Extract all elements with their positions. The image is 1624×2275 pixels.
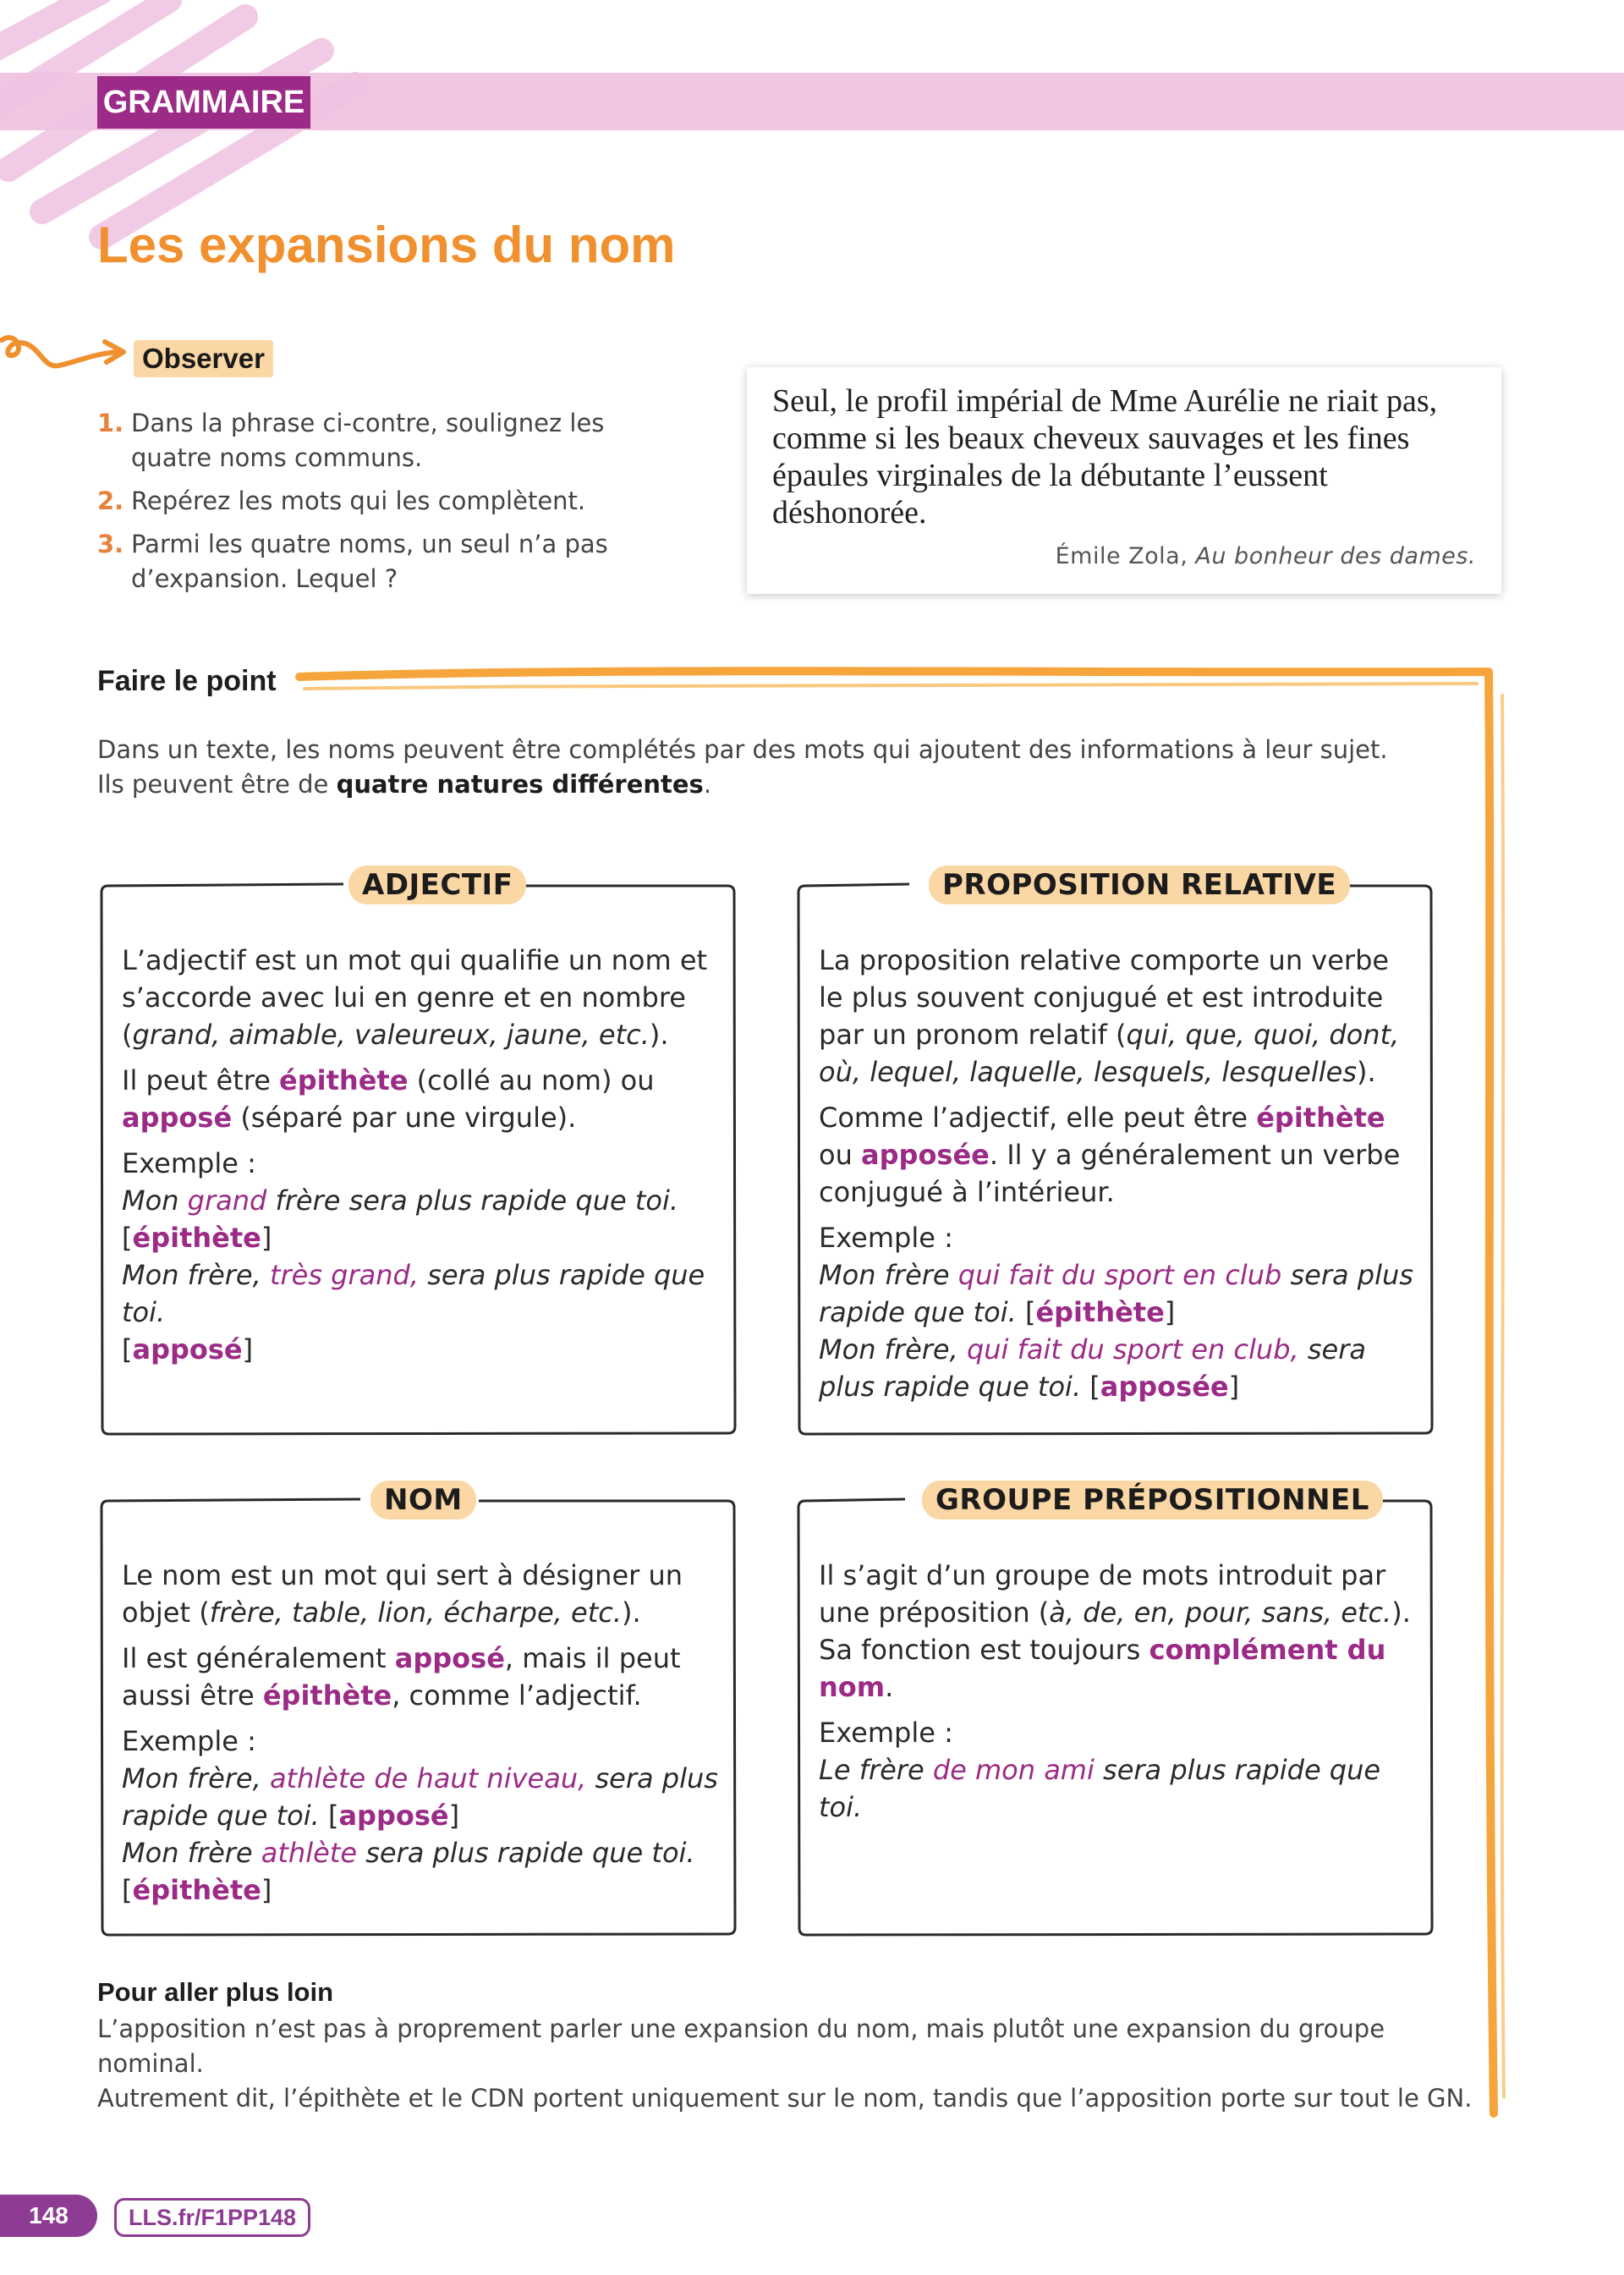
text-fragment: athlète [261,1837,358,1869]
list-item [97,484,689,519]
text-fragment: [apposé] [122,1333,254,1366]
text-fragment: Ils peuvent être de [97,770,337,799]
box-proposition-relative [795,867,1436,1438]
text-fragment: apposé [394,1642,505,1674]
text-fragment: . Il y a généralement un verbe conjugué à l’intérieur. [819,1139,1401,1208]
paragraph [819,1099,1416,1211]
footer-link[interactable]: LLS.fr/F1PP148 [114,2198,310,2237]
box-tag: PROPOSITION RELATIVE [929,865,1350,904]
text-fragment: Mon frère [122,1837,261,1869]
text-fragment: Exemple : [122,1147,256,1179]
text-fragment: , comme l’adjectif. [392,1679,642,1712]
paragraph [122,942,719,1053]
question-text: Repérez les mots qui les complètent. [131,486,586,515]
box-adjectif [98,867,739,1438]
text-fragment: Comme l’adjectif, elle peut être [819,1102,1257,1134]
box-body [819,1557,1416,1826]
box-tag: GROUPE PRÉPOSITIONNEL [922,1481,1383,1519]
text-fragment [122,1182,719,1219]
text-fragment: [épithète] [122,1874,272,1906]
text-fragment: épithète [279,1064,409,1096]
box-body [122,1557,719,1909]
quote-box [747,367,1501,594]
text-fragment: complément du nom [819,1634,1386,1703]
intro-line-2 [97,767,1451,802]
text-fragment: ou [819,1139,862,1171]
text-fragment: sera plus rapide que toi. [819,1333,1366,1403]
text-fragment: La proposition relative comporte un verbe le plus souvent conjugué et est introduite par un pronom relatif ( [819,944,1390,1051]
text-fragment: Le nom est un mot qui sert à désigner un objet ( [122,1559,683,1629]
text-fragment: Mon frère qui fait du sport en club sera plus rapide que toi. [épithète] [819,1259,1413,1328]
quote-author: Émile Zola, [1055,543,1196,569]
text-fragment: frère sera plus rapide que toi. [266,1184,679,1217]
text-fragment: , mais il peut aussi être [122,1642,681,1712]
text-fragment: qui, que, quoi, dont, où, lequel, laquelle, lesquels, lesquelles [819,1019,1400,1088]
text-fragment: . [703,770,712,799]
text-fragment: Exemple : [819,1222,953,1254]
text-fragment: épithète [1256,1102,1385,1134]
text-fragment: Mon frère, [122,1762,270,1794]
text-fragment: Mon frère, qui fait du sport en club, sera plus rapide que toi. [apposée] [819,1333,1366,1403]
box-body [122,942,719,1368]
question-number: 3. [97,530,124,558]
text-fragment: Exemple : [122,1725,256,1757]
text-fragment: ). [1357,1056,1376,1088]
text-fragment: apposé [338,1800,449,1832]
text-fragment: ). [622,1596,641,1629]
page-number: 148 [0,2195,97,2237]
text-fragment: apposé [122,1102,233,1134]
page-title: Les expansions du nom [97,217,676,273]
paragraph [122,1557,719,1631]
list-item [97,406,689,475]
box-tag: ADJECTIF [348,865,526,904]
text-fragment: frère, table, lion, écharpe, etc. [209,1596,623,1629]
paragraph [122,1062,719,1136]
text-fragment: qui fait du sport en club [957,1259,1282,1291]
paragraph [122,1640,719,1714]
text-fragment: Exemple : [819,1717,953,1749]
squiggle-arrow-icon [0,332,135,382]
question-number: 2. [97,486,124,515]
text-fragment: quatre natures différentes [336,770,704,799]
text-fragment: ). [649,1019,669,1051]
quote-source [1056,543,1476,569]
text-fragment: Mon frère, [122,1259,270,1291]
paragraph [819,1557,1416,1706]
text-fragment: Le frère [819,1754,933,1786]
text-fragment: épithète [132,1222,261,1254]
text-fragment: Mon frère [819,1259,958,1291]
text-fragment: sera plus rapide que toi. [819,1259,1413,1328]
text-fragment: grand [187,1184,267,1217]
text-fragment: . [885,1671,894,1703]
text-fragment: (séparé par une virgule). [232,1102,577,1134]
text-fragment: L’adjectif est un mot qui qualifie un nom et s’accorde avec lui en genre et en nombre ( [122,944,708,1051]
question-number: 1. [97,409,124,437]
pour-aller-plus-loin-text [97,2012,1484,2116]
text-fragment: qui fait du sport en club, [966,1333,1299,1366]
intro-line-1: Dans un texte, les noms peuvent être complétés par des mots qui ajoutent des informations à leur sujet. [97,735,1388,764]
box-nom [98,1482,739,1939]
text-fragment: Il peut être [122,1064,280,1096]
observer-label: Observer [134,340,273,377]
box-groupe-prepositionnel [795,1482,1436,1939]
text-fragment: sera plus rapide que toi. [357,1837,695,1869]
list-item [97,527,689,596]
text-fragment: sera plus rapide que toi. [122,1762,718,1832]
box-tag: NOM [370,1481,476,1519]
box-body [819,942,1416,1405]
text-fragment: apposé [132,1333,243,1366]
text-fragment: apposée [1100,1371,1229,1403]
text-fragment: (collé au nom) ou [408,1064,655,1096]
text-fragment: à, de, en, pour, sans, etc. [1049,1596,1392,1629]
paragraph [819,942,1416,1091]
loin-line-1: L’apposition n’est pas à proprement parler une expansion du nom, mais plutôt une expansion du groupe nominal. [97,2014,1385,2078]
question-text: Parmi les quatre noms, un seul n’a pas d’expansion. Lequel ? [131,530,608,593]
point-intro [97,733,1451,802]
text-fragment: Il s’agit d’un groupe de mots introduit par une préposition ( [819,1559,1386,1629]
text-fragment: très grand, [269,1259,420,1291]
text-fragment: apposée [861,1139,990,1171]
text-fragment: Mon frère, [819,1333,967,1366]
section-tag: GRAMMAIRE [97,76,310,129]
text-fragment: Mon [122,1184,188,1217]
loin-line-2: Autrement dit, l’épithète et le CDN portent uniquement sur le nom, tandis que l’apposition porte sur tout le GN. [97,2084,1473,2113]
text-fragment: sera plus rapide que toi. [819,1754,1381,1823]
quote-work: Au bonheur des dames. [1195,543,1476,569]
text-fragment [819,1751,1416,1826]
text-fragment: [épithète] [122,1222,272,1254]
quote-text: Seul, le profil impérial de Mme Aurélie ne riait pas, comme si les beaux cheveux sauvages et les fines épaules virginales de la débutante l’eussent déshonorée. [772,383,1438,530]
observer-questions [97,406,689,605]
text-fragment: Il est généralement [122,1642,395,1674]
text-fragment: épithète [132,1874,261,1906]
text-fragment: athlète de haut niveau, [269,1762,587,1794]
text-fragment [122,1834,719,1871]
text-fragment: Mon frère, athlète de haut niveau, sera plus rapide que toi. [apposé] [122,1762,718,1832]
text-fragment [122,1256,719,1331]
pour-aller-plus-loin-title: Pour aller plus loin [97,1977,334,2007]
text-fragment: ). Sa fonction est toujours [819,1596,1411,1666]
text-fragment: de mon ami [932,1754,1095,1786]
faire-le-point-title: Faire le point [97,665,277,697]
question-text: Dans la phrase ci-contre, soulignez les quatre noms communs. [131,409,605,472]
text-fragment: grand, aimable, valeureux, jaune, etc. [132,1019,650,1051]
text-fragment: sera plus rapide que toi. [122,1259,705,1328]
text-fragment: épithète [1035,1296,1165,1328]
text-fragment: épithète [262,1679,392,1712]
